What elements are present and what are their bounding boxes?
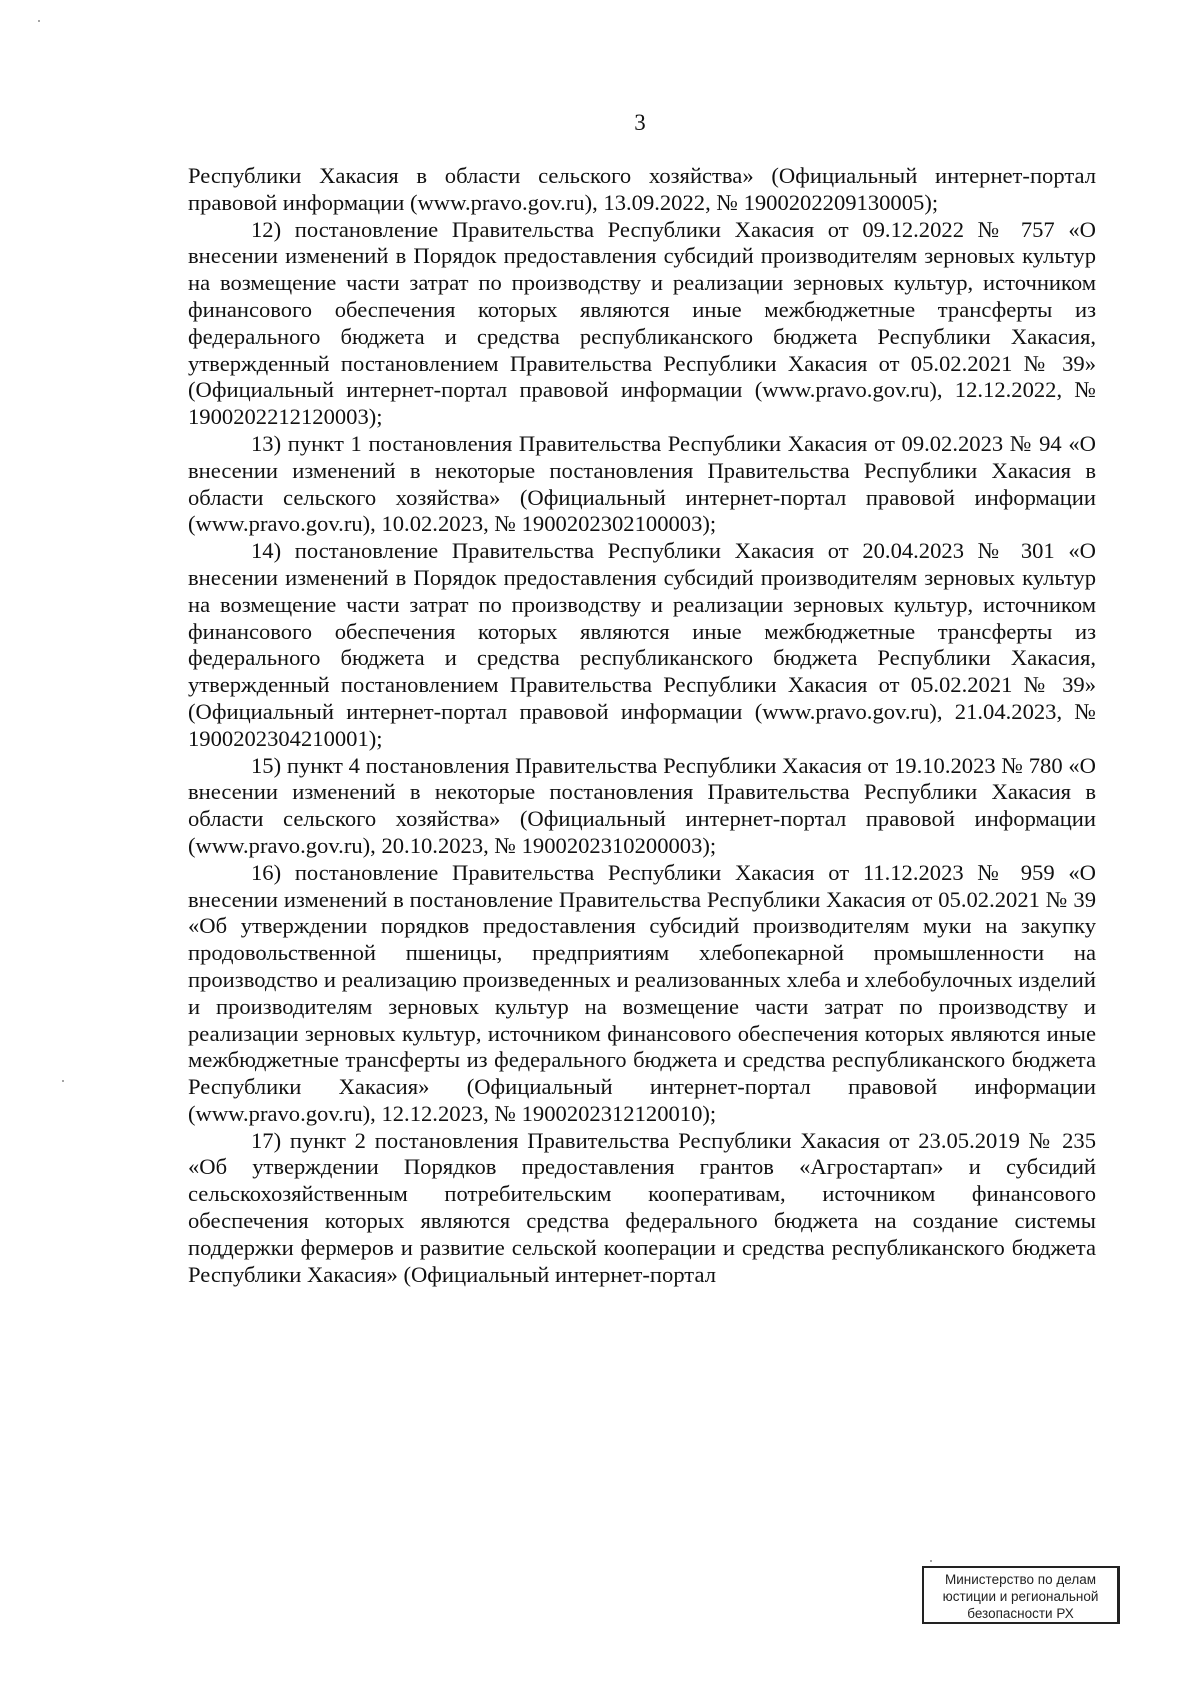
ministry-stamp [922,1566,1120,1624]
scan-speck [38,20,40,22]
paragraph-continuation: Республики Хакасия в области сельского хозяйства» (Официальный интернет-портал правовой информации (www.pravo.gov.ru), 13.09.2022, № 1900202209130005); [188,163,1096,215]
paragraph-item-14: 14) постановление Правительства Республики Хакасия от 20.04.2023 № 301 «О внесении изменений в Порядок предоставления субсидий производителям зерновых культур на возмещение части затрат по производству и реализации зерновых культур, источником финансового обеспечения которых являются иные межбюджетные трансферты из федерального бюджета и средства республиканского бюджета Республики Хакасия, утвержденный постановлением Правительства Республики Хакасия от 05.02.2021 № 39» (Официальный интернет-портал правовой информации (www.pravo.gov.ru), 21.04.2023, № 1900202304210001); [188,538,1096,751]
paragraph-item-16: 16) постановление Правительства Республики Хакасия от 11.12.2023 № 959 «О внесении изменений в постановление Правительства Республики Хакасия от 05.02.2021 № 39 «Об утверждении порядков предоставления субсидий производителям муки на закупку продовольственной пшеницы, предприятиям хлебопекарной промышленности на производство и реализацию произведенных и реализованных хлеба и хлебобулочных изделий и производителям зерновых культур на возмещение части затрат по производству и реализации зерновых культур, источником финансового обеспечения которых являются иные межбюджетные трансферты из федерального бюджета и средства республиканского бюджета Республики Хакасия» (Официальный интернет-портал правовой информации (www.pravo.gov.ru), 12.12.2023, № 1900202312120010); [188,859,1096,1126]
paragraph-item-13: 13) пункт 1 постановления Правительства Республики Хакасия от 09.02.2023 № 94 «О внесении изменений в некоторые постановления Правительства Республики Хакасия в области сельского хозяйства» (Официальный интернет-портал правовой информации (www.pravo.gov.ru), 10.02.2023, № 1900202302100003); [188,430,1096,537]
scan-speck [62,1080,64,1082]
stamp-line-2: юстиции и региональной [942,1589,1099,1604]
paragraph-item-15: 15) пункт 4 постановления Правительства Республики Хакасия от 19.10.2023 № 780 «О внесении изменений в некоторые постановления Правительства Республики Хакасия в области сельского хозяйства» (Официальный интернет-портал правовой информации (www.pravo.gov.ru), 20.10.2023, № 1900202310200003); [188,752,1096,858]
document-body [188,163,1096,1288]
paragraph-item-17: 17) пункт 2 постановления Правительства Республики Хакасия от 23.05.2019 № 235 «Об утверждении Порядков предоставления грантов «Агростартап» и субсидий сельскохозяйственным потребительским кооперативам, источником финансового обеспечения которых являются средства федерального бюджета на создание системы поддержки фермеров и развитие сельской кооперации и средства республиканского бюджета Республики Хакасия» (Официальный интернет-портал [188,1127,1096,1287]
stamp-line-3: безопасности РХ [967,1606,1074,1621]
stamp-line-1: Министерство по делам [945,1572,1096,1587]
scan-speck [930,1560,932,1562]
page-number: 3 [634,110,646,135]
paragraph-item-12: 12) постановление Правительства Республики Хакасия от 09.12.2022 № 757 «О внесении изменений в Порядок предоставления субсидий производителям зерновых культур на возмещение части затрат по производству и реализации зерновых культур, источником финансового обеспечения которых являются иные межбюджетные трансферты из федерального бюджета и средства республиканского бюджета Республики Хакасия, утвержденный постановлением Правительства Республики Хакасия от 05.02.2021 № 39» (Официальный интернет-портал правовой информации (www.pravo.gov.ru), 12.12.2022, № 1900202212120003); [188,216,1096,430]
